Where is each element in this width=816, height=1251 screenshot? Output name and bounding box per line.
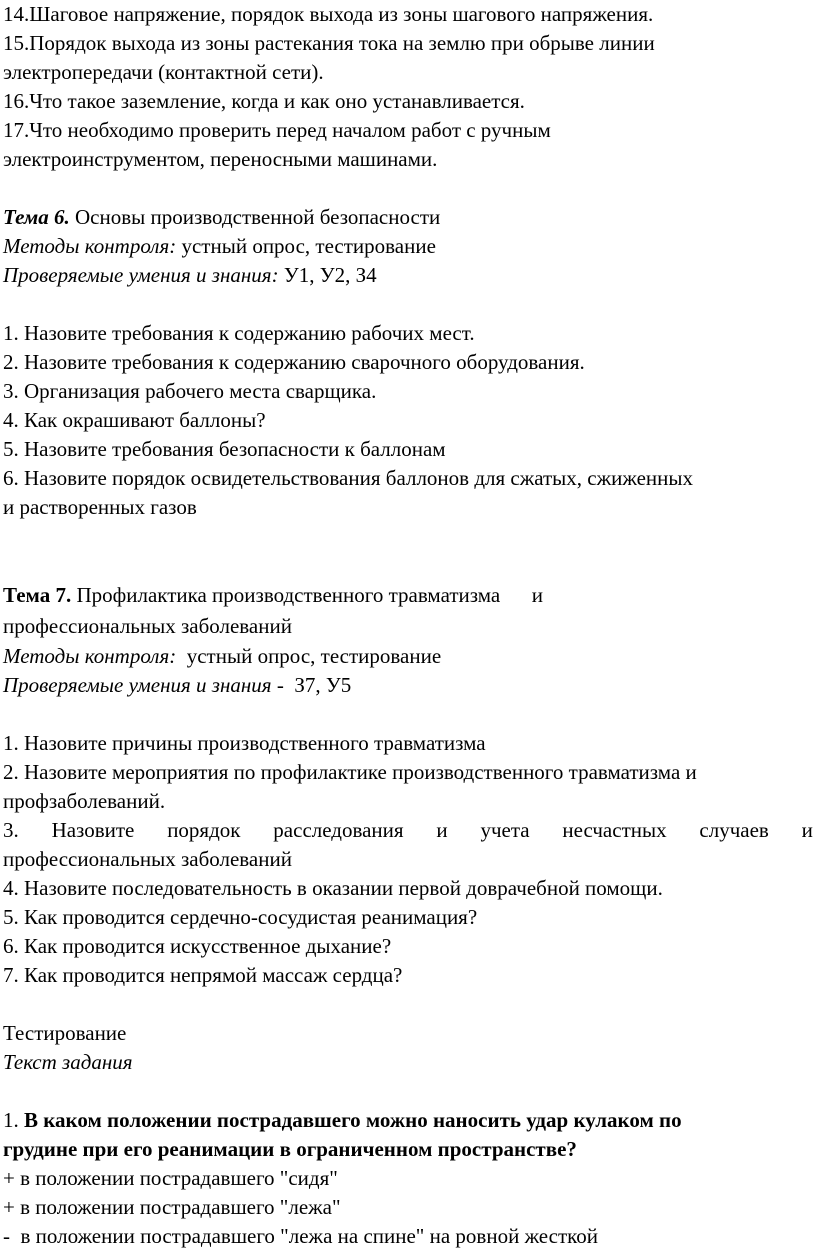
test-question-number: 1. — [3, 1108, 24, 1132]
topic7-label: Тема 7. — [3, 583, 72, 607]
topic7-skills-label: Проверяемые умения и знания — [3, 673, 272, 697]
test-question-1 — [3, 1106, 813, 1135]
answer-option-2: + в положении пострадавшего "лежа" — [3, 1195, 341, 1219]
topic7-question-2-cont: профзаболеваний. — [3, 789, 166, 813]
topic7-methods-label: Методы контроля: — [3, 644, 177, 668]
topic6-question-2: 2. Назовите требования к содержанию сварочного оборудования. — [3, 350, 585, 374]
test-question-text: В каком положении пострадавшего можно наносить удар кулаком по — [24, 1108, 682, 1132]
q3-word: 3. — [3, 818, 19, 842]
question-16: 16.Что такое заземление, когда и как оно устанавливается. — [3, 89, 525, 113]
document-page — [3, 0, 813, 1251]
topic7-question-6: 6. Как проводится искусственное дыхание? — [3, 934, 392, 958]
topic7-skills-value: - З7, У5 — [271, 673, 352, 697]
topic7-title-line2: профессиональных заболеваний — [3, 614, 292, 638]
q3-word: Назовите — [51, 818, 135, 842]
task-label: Текст задания — [3, 1050, 133, 1074]
topic7-question-4: 4. Назовите последовательность в оказании первой доврачебной помощи. — [3, 876, 663, 900]
topic6-question-6: 6. Назовите порядок освидетельствования баллонов для сжатых, сжиженных — [3, 466, 693, 490]
topic7-question-7: 7. Как проводится непрямой массаж сердца? — [3, 963, 403, 987]
topic6-label: Тема 6. — [3, 205, 70, 229]
q3-word: и — [801, 818, 813, 842]
q3-word: и — [436, 818, 448, 842]
topic7-heading — [3, 580, 813, 611]
topic6-methods — [3, 232, 813, 261]
question-17: 17.Что необходимо проверить перед началом работ с ручным — [3, 118, 551, 142]
topic6-question-1: 1. Назовите требования к содержанию рабочих мест. — [3, 321, 475, 345]
topic6-question-5: 5. Назовите требования безопасности к баллонам — [3, 437, 446, 461]
testing-heading: Тестирование — [3, 1021, 127, 1045]
q3-word: учета — [480, 818, 530, 842]
topic7-methods-value: устный опрос, тестирование — [176, 644, 442, 668]
topic6-title: Основы производственной безопасности — [69, 205, 441, 229]
topic6-skills — [3, 261, 813, 290]
topic7-question-1: 1. Назовите причины производственного травматизма — [3, 731, 486, 755]
topic7-question-2: 2. Назовите мероприятия по профилактике производственного травматизма и — [3, 760, 697, 784]
question-17-cont: электроинструментом, переносными машинами. — [3, 147, 438, 171]
topic6-methods-value: устный опрос, тестирование — [176, 234, 436, 258]
topic7-question-3-cont: профессиональных заболеваний — [3, 847, 292, 871]
q3-word: несчастных — [562, 818, 667, 842]
topic6-skills-label: Проверяемые умения и знания: — [3, 263, 279, 287]
answer-option-1: + в положении пострадавшего "сидя" — [3, 1166, 338, 1190]
question-15-cont: электропередачи (контактной сети). — [3, 60, 324, 84]
topic6-question-6-cont: и растворенных газов — [3, 495, 197, 519]
topic7-title-line1: Профилактика производственного травматизма и — [71, 583, 543, 607]
topic7-methods — [3, 642, 813, 671]
q3-word: порядок — [167, 818, 241, 842]
test-question-text-cont: грудине при его реанимации в ограниченном пространстве? — [3, 1137, 577, 1161]
topic6-heading — [3, 203, 813, 232]
topic6-methods-label: Методы контроля: — [3, 234, 177, 258]
question-15: 15.Порядок выхода из зоны растекания тока на землю при обрыве линии — [3, 31, 655, 55]
answer-option-3: - в положении пострадавшего "лежа на спине" на ровной жесткой — [3, 1224, 599, 1248]
q3-word: случаев — [699, 818, 769, 842]
topic7-question-3 — [3, 816, 813, 845]
topic6-question-4: 4. Как окрашивают баллоны? — [3, 408, 266, 432]
topic7-question-5: 5. Как проводится сердечно-сосудистая реанимация? — [3, 905, 478, 929]
q3-word: расследования — [273, 818, 404, 842]
question-14: 14.Шаговое напряжение, порядок выхода из зоны шагового напряжения. — [3, 2, 654, 26]
topic6-skills-value: У1, У2, З4 — [278, 263, 377, 287]
topic6-question-3: 3. Организация рабочего места сварщика. — [3, 379, 377, 403]
topic7-skills — [3, 671, 813, 700]
